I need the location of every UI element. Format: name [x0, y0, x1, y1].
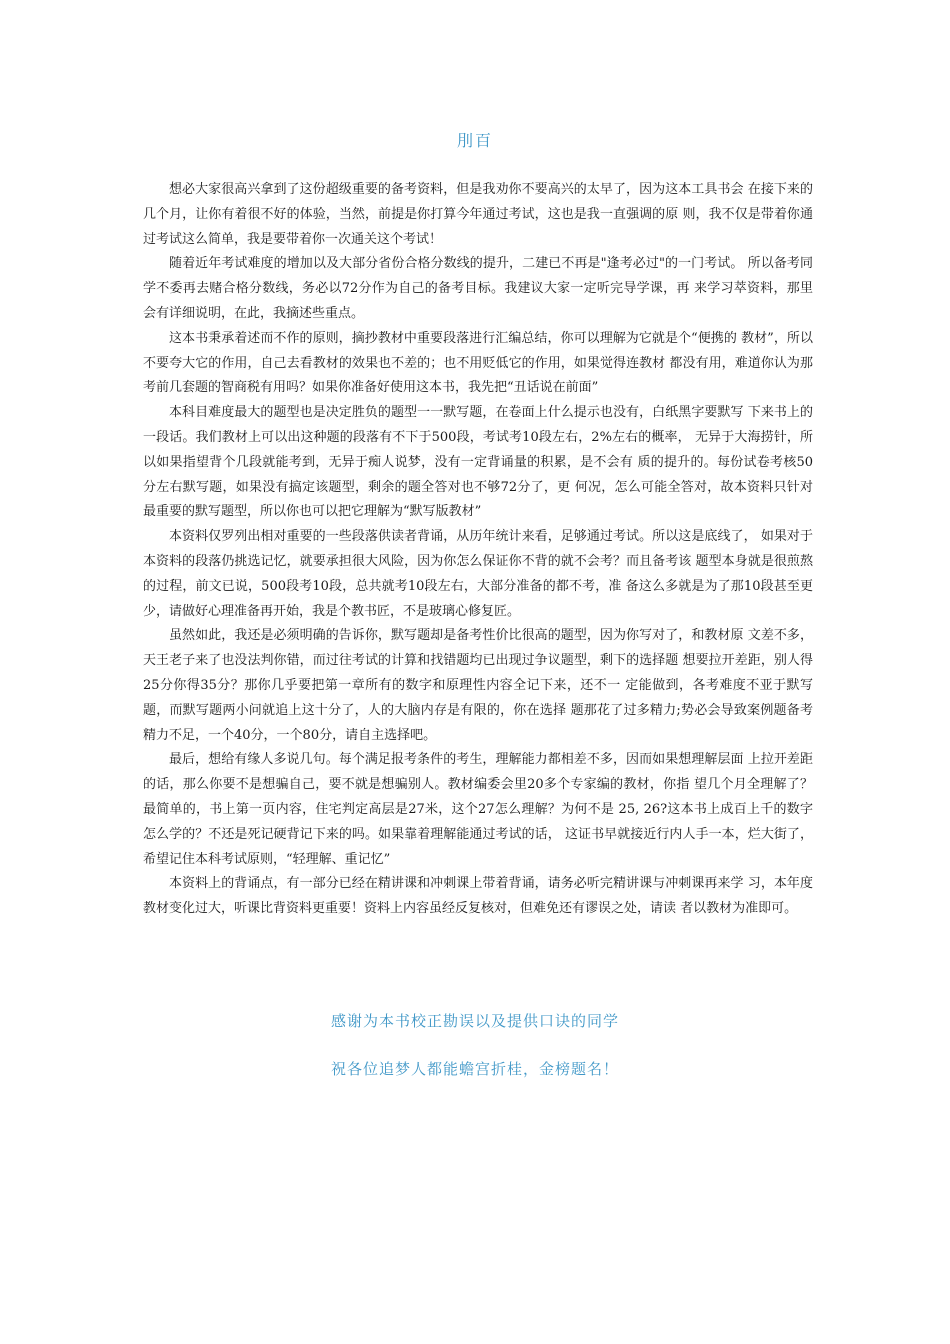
paragraph: 本科目难度最大的题型也是决定胜负的题型一一默写题，在卷面上什么提示也没有，白纸黑字要默写 下来书上的一段话。我们教材上可以出这种题的段落有不下于500段，考试考10段左右，2%左右的概率， 无异于大海捞针，所以如果指望背个几段就能考到，无异于痴人说梦，没有一定背诵量的积累，是不会有 质的提升的。每份试卷考核50分左右默写题，如果没有搞定该题型，剩余的题全答对也不够72分了，更 何况，怎么可能全答对，故本资料只针对最重要的默写题型，所以你也可以把它理解为“默写版教材” [143, 405, 813, 520]
paragraph: 想必大家很高兴拿到了这份超级重要的备考资料，但是我劝你不要高兴的太早了，因为这本工具书会 在接下来的几个月，让你有着很不好的体验，当然，前提是你打算今年通过考试，这也是我一直强调的原 则，我不仅是带着你通过考试这么简单，我是要带着你一次通关这个考试！ [143, 182, 813, 247]
paragraph: 虽然如此，我还是必须明确的告诉你，默写题却是备考性价比很高的题型，因为你写对了，和教材原 文差不多，天王老子来了也没法判你错，而过往考试的计算和找错题均已出现过争议题型，剩下的选择题 想要拉开差距，别人得25分你得35分？那你几乎要把第一章所有的数字和原理性内容全记下来，还不一 定能做到，各考难度不亚于默写题，而默写题两小问就追上这十分了，人的大脑内存是有限的，你在选择 题那花了过多精力;势必会导致案例题备考精力不足，一个40分，一个80分，请自主选择吧。 [143, 628, 813, 743]
paragraph: 最后，想给有缘人多说几句。每个满足报考条件的考生，理解能力都相差不多，因而如果想理解层面 上拉开差距的话，那么你要不是想骗自己，要不就是想骗别人。教材编委会里20多个专家编的教材，你指 望几个月全理解了？最简单的，书上第一页内容，住宅判定高层是27米，这个27怎么理解？为何不是 25, 26?这本书上成百上千的数字怎么学的？不还是死记硬背记下来的吗。如果靠着理解能通过考试的话， 这证书早就接近行内人手一本，烂大街了，希望记住本科考试原则，“轻理解、重记忆” [143, 752, 813, 867]
acknowledgement-line: 感谢为本书校正勘误以及提供口诀的同学 [330, 1012, 619, 1030]
paragraph: 本资料上的背诵点，有一部分已经在精讲课和冲刺课上带着背诵，请务必听完精讲课与冲刺课再来学 习，本年度教材变化过大，听课比背资料更重要！资料上内容虽经反复核对，但难免还有谬误之处，请读 者以教材为准即可。 [143, 876, 813, 917]
preface-body [143, 178, 813, 922]
blessing-line: 祝各位追梦人都能蟾宫折桂，金榜题名！ [330, 1060, 619, 1078]
paragraph: 本资料仅罗列出相对重要的一些段落供读者背诵，从历年统计来看，足够通过考试。所以这是底线了， 如果对于本资料的段落仍挑选记忆，就要承担很大风险，因为你怎么保证你不背的就不会考？而且备考该 题型本身就是很煎熬的过程，前文已说，500段考10段，总共就考10段左右，大部分准备的都不考，准 备这么多就是为了那10段甚至更少，请做好心理准备再开始，我是个教书匠，不是玻璃心修复匠。 [143, 529, 813, 619]
paragraph: 这本书秉承着述而不作的原则，摘抄教材中重要段落进行汇编总结，你可以理解为它就是个“便携的 教材”，所以不要夸大它的作用，自己去看教材的效果也不差的；也不用贬低它的作用，如果觉得连教材 都没有用，难道你认为那考前几套题的智商税有用吗？如果你准备好使用这本书，我先把“丑话说在前面” [143, 330, 813, 396]
page-title: 刖百 [456, 131, 493, 150]
paragraph: 随着近年考试难度的增加以及大部分省份合格分数线的提升，二建已不再是"逢考必过"的一门考试。 所以备考同学不委再去赌合格分数线，务必以72分作为自己的备考目标。我建议大家一定听完导学课，再 来学习萃资料，那里会有详细说明，在此，我摘述些重点。 [143, 256, 813, 321]
